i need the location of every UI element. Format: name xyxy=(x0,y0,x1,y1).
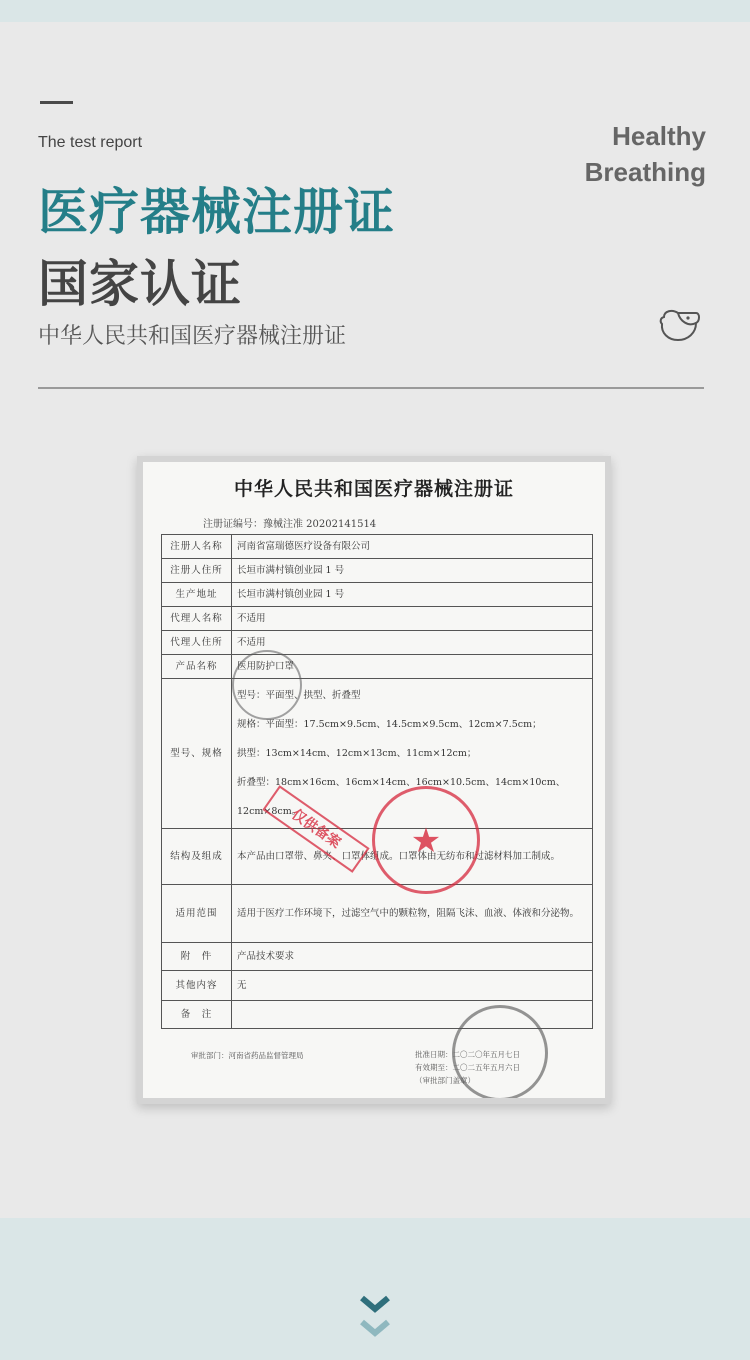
seal-stamp-red xyxy=(372,786,480,894)
table-row xyxy=(162,607,593,631)
table-row xyxy=(162,655,593,679)
table-row-spec xyxy=(162,679,593,829)
certificate-title: 中华人民共和国医疗器械注册证 xyxy=(233,478,514,500)
brand-line-2: Breathing xyxy=(584,157,706,187)
brand-tagline xyxy=(585,118,706,190)
row-label: 注册人名称 xyxy=(162,535,232,559)
table-row xyxy=(162,971,593,1001)
row-label: 生产地址 xyxy=(162,583,232,607)
row-value: 医用防护口罩 xyxy=(232,655,593,679)
spec-line: 折叠型：18cm×16cm、16cm×14cm、16cm×10.5cm、14cm×10cm、 xyxy=(237,777,566,788)
row-label: 型号、规格 xyxy=(162,679,232,829)
filing-stamp: 仅供备案 xyxy=(262,785,369,873)
eyebrow-label: The test report xyxy=(38,134,143,151)
table-row xyxy=(162,535,593,559)
row-value: 长垣市满村镇创业园 1 号 xyxy=(232,559,593,583)
row-value: 本产品由口罩带、鼻夹、口罩体组成。口罩体由无纺布和过滤材料加工制成。 xyxy=(232,829,593,885)
seal-stamp-authority xyxy=(452,1005,548,1098)
row-value: 河南省富瑞德医疗设备有限公司 xyxy=(232,535,593,559)
accent-dash xyxy=(40,101,73,104)
row-value: 适用于医疗工作环境下，过滤空气中的颗粒物，阻隔飞沫、血液、体液和分泌物。 xyxy=(232,885,593,943)
spec-line: 规格：平面型：17.5cm×9.5cm、14.5cm×9.5cm、12cm×7.5cm； xyxy=(237,719,542,730)
seal-note: （审批部门盖章） xyxy=(415,1076,475,1085)
table-row xyxy=(162,631,593,655)
certificate-document xyxy=(143,462,605,1098)
expiry-date: 有效期至：二〇二五年五月六日 xyxy=(415,1063,520,1072)
table-row xyxy=(162,559,593,583)
page-description: 中华人民共和国医疗器械注册证 xyxy=(38,324,347,349)
row-label: 结构及组成 xyxy=(162,829,232,885)
brand-line-1: Healthy xyxy=(612,121,706,151)
spec-line: 型号：平面型、拱型、折叠型 xyxy=(237,690,361,701)
certificate-table xyxy=(161,534,593,1029)
spec-line: 12cm×8cm。 xyxy=(237,806,302,817)
row-label: 注册人住所 xyxy=(162,559,232,583)
spec-line: 拱型：13cm×14cm、12cm×13cm、11cm×12cm； xyxy=(237,748,477,759)
row-value: 产品技术要求 xyxy=(232,943,593,971)
row-label: 备 注 xyxy=(162,1001,232,1029)
row-value: 不适用 xyxy=(232,607,593,631)
row-value: 无 xyxy=(232,971,593,1001)
approval-department: 审批部门：河南省药品监督管理局 xyxy=(191,1051,304,1060)
row-label: 代理人名称 xyxy=(162,607,232,631)
star-icon: ★ xyxy=(410,821,442,861)
row-label: 适用范围 xyxy=(162,885,232,943)
table-row xyxy=(162,885,593,943)
row-value: 不适用 xyxy=(232,631,593,655)
table-row xyxy=(162,583,593,607)
approval-date: 批准日期：二〇二〇年五月七日 xyxy=(415,1050,520,1059)
mask-icon xyxy=(658,307,702,343)
row-label: 其他内容 xyxy=(162,971,232,1001)
double-chevron-down-icon[interactable] xyxy=(359,1292,391,1344)
row-label: 附 件 xyxy=(162,943,232,971)
row-value: 长垣市满村镇创业园 1 号 xyxy=(232,583,593,607)
seal-stamp-grey xyxy=(232,650,302,720)
registration-number: 注册证编号：豫械注准 20202141514 xyxy=(203,519,377,530)
table-row xyxy=(162,943,593,971)
header-divider xyxy=(38,387,704,389)
page-title: 医疗器械注册证 xyxy=(38,183,395,241)
page-subtitle-heading: 国家认证 xyxy=(38,255,242,313)
row-label: 代理人住所 xyxy=(162,631,232,655)
row-label: 产品名称 xyxy=(162,655,232,679)
